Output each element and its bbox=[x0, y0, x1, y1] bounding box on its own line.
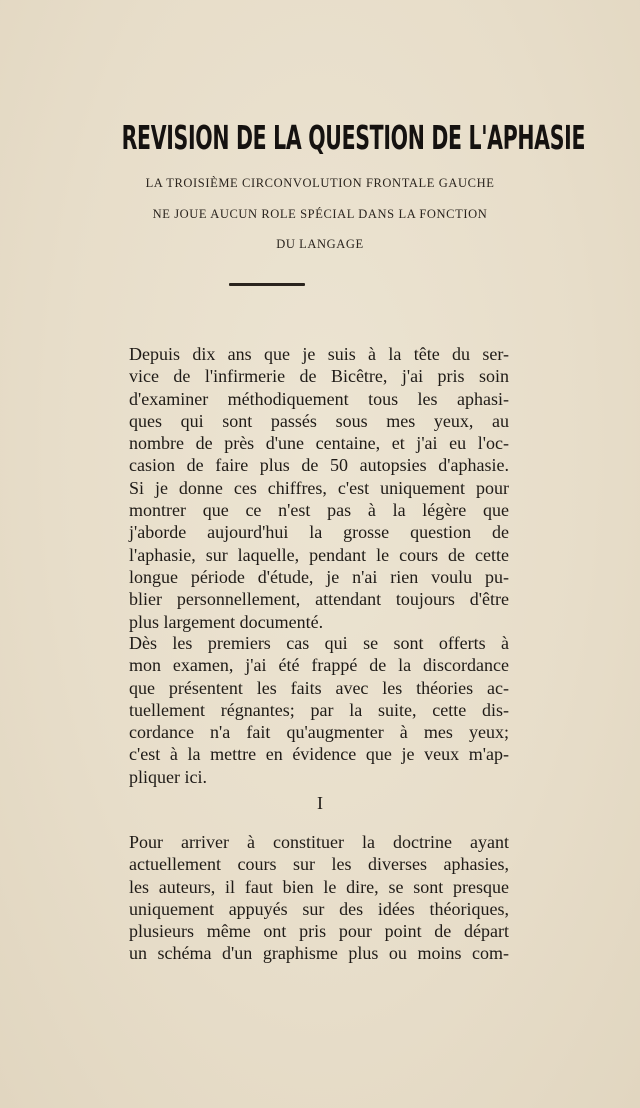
text-line: Dès les premiers cas qui se sont offerts à bbox=[129, 633, 509, 653]
text-line: Pour arriver à constituer la doctrine ayant bbox=[129, 832, 509, 852]
paragraph-3 bbox=[129, 831, 509, 965]
section-number: I bbox=[317, 793, 323, 813]
text-line: d'examiner méthodiquement tous les aphasi- bbox=[129, 388, 509, 409]
text-line: plusieurs même ont pris pour point de départ bbox=[129, 921, 509, 942]
text-line: ques qui sont passés sous mes yeux, au bbox=[129, 410, 509, 431]
text-line: tuellement régnantes; par la suite, cette dis- bbox=[129, 699, 509, 720]
text-line: actuellement cours sur les diverses aphasies, bbox=[129, 854, 509, 875]
text-line: cordance n'a fait qu'augmenter à mes yeux; bbox=[129, 722, 509, 743]
text-line: mon examen, j'ai été frappé de la discordance bbox=[129, 655, 509, 676]
subtitle-line-3: DU LANGAGE bbox=[276, 237, 364, 251]
text-line: vice de l'infirmerie de Bicêtre, j'ai pris soin bbox=[129, 366, 509, 387]
text-line: j'aborde aujourd'hui la grosse question de bbox=[129, 522, 509, 543]
text-line: c'est à la mettre en évidence que je veux m'ap- bbox=[129, 744, 509, 765]
text-line: Si je donne ces chiffres, c'est uniquement pour bbox=[129, 477, 509, 498]
subtitle-line-2: NE JOUE AUCUN ROLE SPÉCIAL DANS LA FONCTION bbox=[152, 207, 488, 221]
chapter-title: REVISION DE LA QUESTION DE L'APHASIE bbox=[121, 118, 586, 157]
text-line: plus largement documenté. bbox=[129, 611, 324, 632]
title-divider bbox=[229, 283, 305, 286]
text-line: casion de faire plus de 50 autopsies d'aphasie. bbox=[129, 455, 509, 476]
text-line: montrer que ce n'est pas à la légère que bbox=[129, 500, 509, 521]
text-line: les auteurs, il faut bien le dire, se sont presque bbox=[129, 876, 509, 897]
text-line: Depuis dix ans que je suis à la tête du ser- bbox=[129, 344, 509, 364]
text-line: un schéma d'un graphisme plus ou moins com- bbox=[129, 943, 509, 964]
paragraph-1 bbox=[129, 343, 509, 633]
text-line: pliquer ici. bbox=[129, 766, 207, 787]
text-line: nombre de près d'une centaine, et j'ai eu l'oc- bbox=[129, 433, 509, 454]
text-line: blier personnellement, attendant toujours d'être bbox=[129, 589, 509, 610]
paragraph-2 bbox=[129, 632, 509, 788]
subtitle-line-1: LA TROISIÈME CIRCONVOLUTION FRONTALE GAUCHE bbox=[145, 176, 495, 190]
text-line: que présentent les faits avec les théories ac- bbox=[129, 677, 509, 698]
text-line: longue période d'étude, je n'ai rien voulu pu- bbox=[129, 566, 509, 587]
text-line: uniquement appuyés sur des idées théoriques, bbox=[129, 898, 509, 919]
text-line: l'aphasie, sur laquelle, pendant le cours de cette bbox=[129, 544, 509, 565]
